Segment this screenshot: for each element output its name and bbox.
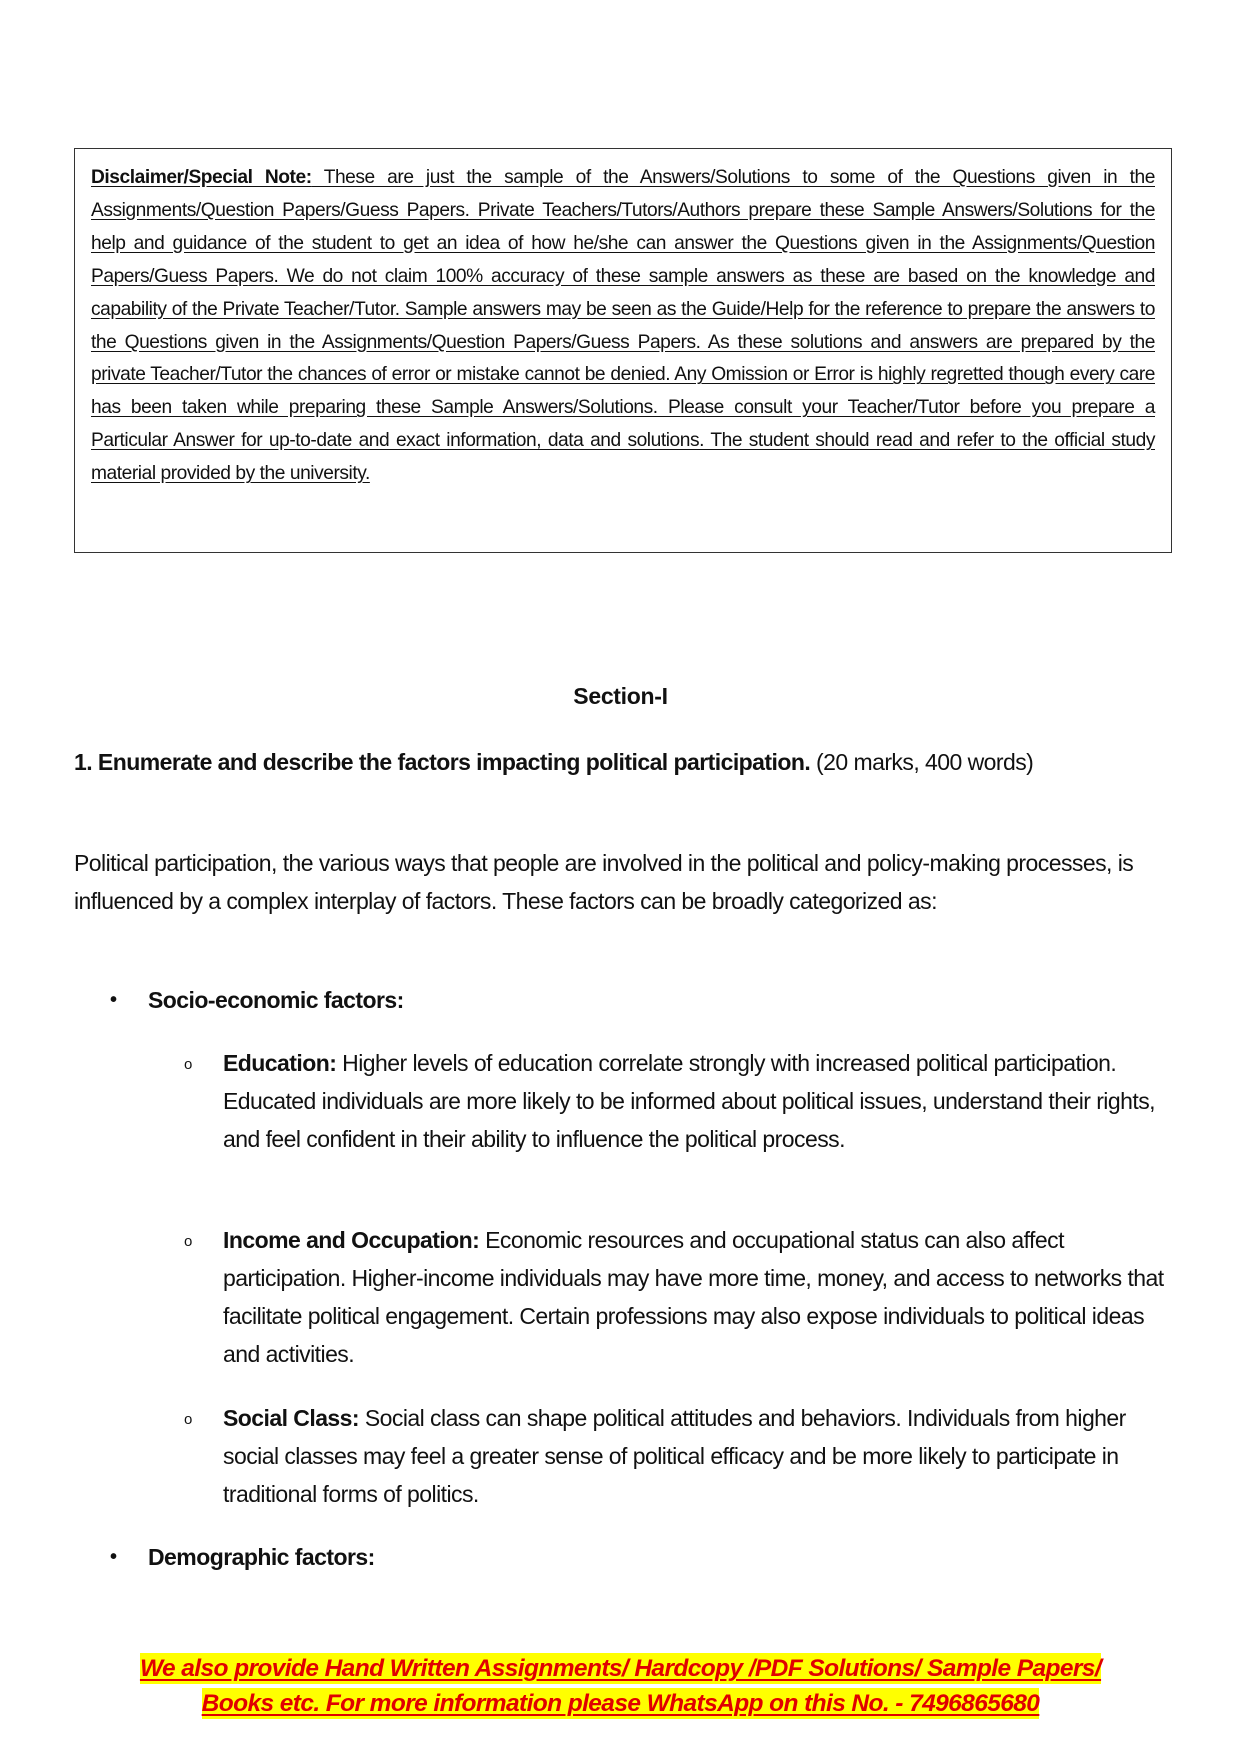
circle-bullet-icon: o	[184, 1233, 192, 1250]
disclaimer-box	[74, 148, 1172, 553]
footer-promo	[0, 1651, 1241, 1721]
item-term: Education:	[223, 1050, 337, 1076]
category-label: Socio-economic factors:	[148, 987, 404, 1013]
disclaimer-text	[91, 162, 1155, 491]
item-term: Income and Occupation:	[223, 1227, 480, 1253]
list-item-social-class	[148, 1399, 1176, 1513]
disclaimer-label: Disclaimer/Special Note:	[91, 167, 312, 188]
item-content	[223, 1399, 1176, 1513]
item-content	[223, 1221, 1176, 1373]
footer-line-1: We also provide Hand Written Assignments/ Hardcopy /PDF Solutions/ Sample Papers/	[139, 1655, 1102, 1682]
footer-line-2: Books etc. For more information please WhatsApp on this No. - 7496865680	[201, 1690, 1040, 1717]
bullet-icon: •	[110, 1546, 117, 1568]
item-content	[223, 1044, 1176, 1158]
item-term: Social Class:	[223, 1405, 360, 1431]
intro-paragraph: Political participation, the various ways that people are involved in the political and policy-making processes, is influenced by a complex interplay of factors. These factors can be broadly categorized as:	[74, 850, 1134, 914]
item-text: Economic resources and occupational status can also affect participation. Higher-income individuals may have more time, money, and access to networks that facilitate political engagement. Certain professions may also expose individuals to political ideas and activities.	[223, 1227, 1164, 1367]
section-title: Section-I	[573, 683, 668, 709]
circle-bullet-icon: o	[184, 1056, 192, 1073]
item-text: Higher levels of education correlate strongly with increased political participation. Educated individuals are more likely to be informed about political issues, understand their rights, and feel confident in their ability to influence the political process.	[223, 1050, 1155, 1152]
item-text: Social class can shape political attitudes and behaviors. Individuals from higher social classes may feel a greater sense of political efficacy and be more likely to participate in traditional forms of politics.	[223, 1405, 1126, 1507]
question-title: 1. Enumerate and describe the factors impacting political participation.	[74, 749, 811, 775]
bullet-icon: •	[110, 989, 117, 1011]
category-label: Demographic factors:	[148, 1544, 375, 1570]
list-item-income-occupation	[148, 1221, 1176, 1373]
question-marks: (20 marks, 400 words)	[810, 749, 1034, 775]
disclaimer-body: These are just the sample of the Answers/Solutions to some of the Questions given in the Assignments/Question Papers/Guess Papers. Private Teachers/Tutors/Authors prepare these Sample Answers/Solutions for the help and guidance of the student to get an idea of how he/she can answer the Questions given in the Assignments/Question Papers/Guess Papers. We do not claim 100% accuracy of these sample answers as these are based on the knowledge and capability of the Private Teacher/Tutor. Sample answers may be seen as the Guide/Help for the reference to prepare the answers to the Questions given in the Assignments/Question Papers/Guess Papers. As these solutions and answers are prepared by the private Teacher/Tutor the chances of error or mistake cannot be denied. Any Omission or Error is highly regretted though every care has been taken while preparing these Sample Answers/Solutions. Please consult your Teacher/Tutor before you prepare a Particular Answer for up-to-date and exact information, data and solutions. The student should read and refer to the official study material provided by the university.	[91, 167, 1155, 485]
question-heading	[74, 743, 1174, 781]
list-item-education	[148, 1044, 1176, 1158]
circle-bullet-icon: o	[184, 1411, 192, 1428]
